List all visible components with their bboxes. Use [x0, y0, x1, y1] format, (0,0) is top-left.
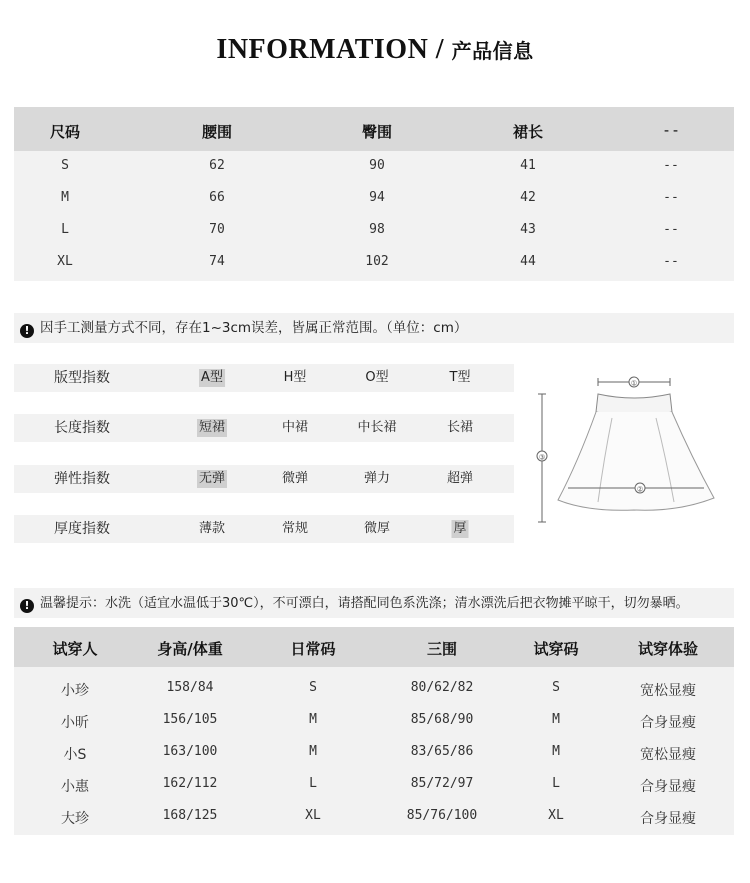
size-table-cell: 66: [209, 190, 225, 205]
index-option-selected: 厚: [453, 521, 467, 536]
tryon-header-cell: 试穿码: [533, 640, 579, 658]
size-table-cell: L: [61, 222, 69, 237]
care-note-text: 温馨提示：水洗（适宜水温低于30℃），不可漂白，请搭配同色系洗涤；清水漂洗后把衣物摊平晾干，切勿暴晒。: [40, 596, 689, 611]
tryon-table-cell: 宽松显瘦: [640, 683, 696, 699]
size-table-cell: --: [663, 222, 679, 237]
index-option: T型: [449, 370, 471, 385]
tryon-header-cell: 三围: [426, 640, 458, 658]
title-separator: /: [428, 34, 452, 65]
size-table-cell: 43: [520, 222, 536, 237]
index-label: 版型指数: [54, 370, 110, 386]
tryon-table-cell: 小S: [63, 747, 87, 763]
tryon-table-cell: 85/72/97: [410, 776, 474, 791]
index-label: 长度指数: [54, 420, 110, 436]
size-table-cell: S: [61, 158, 69, 173]
tryon-table-cell: 合身显瘦: [640, 779, 696, 795]
tryon-table-header: [14, 627, 734, 667]
tryon-table-cell: 宽松显瘦: [640, 747, 696, 763]
tryon-header-cell: 身高/体重: [157, 640, 223, 658]
index-option: O型: [365, 370, 389, 385]
diagram-label-3: ③: [538, 453, 546, 462]
title-cn: 产品信息: [451, 39, 534, 63]
skirt-diagram: [528, 362, 734, 532]
index-row: [14, 414, 514, 442]
tryon-table-cell: 小珍: [61, 683, 89, 699]
tryon-table-cell: 大珍: [61, 811, 89, 827]
tryon-table-cell: XL: [548, 808, 564, 823]
tryon-table-cell: 85/68/90: [410, 712, 474, 727]
index-row: [14, 515, 514, 543]
size-table-cell: 94: [369, 190, 385, 205]
exclamation-icon: !: [20, 324, 34, 338]
care-note: [14, 588, 734, 618]
index-option: 中长裙: [357, 420, 397, 435]
index-row: [14, 364, 514, 392]
measurement-note: [14, 313, 734, 343]
tryon-table-cell: 158/84: [166, 680, 214, 695]
index-option: 弹力: [363, 471, 391, 486]
size-table-cell: 102: [365, 254, 389, 269]
tryon-table-cell: 156/105: [162, 712, 218, 727]
tryon-table-cell: M: [309, 744, 317, 759]
tryon-table-cell: S: [309, 680, 317, 695]
index-label: 厚度指数: [54, 521, 110, 537]
tryon-table-cell: 80/62/82: [410, 680, 474, 695]
size-table-cell: 70: [209, 222, 225, 237]
index-option: 薄款: [198, 521, 226, 536]
tryon-table-cell: 小惠: [61, 779, 89, 795]
size-table-cell: XL: [57, 254, 73, 269]
tryon-table-cell: 162/112: [162, 776, 218, 791]
index-option: 微厚: [363, 521, 391, 536]
index-label: 弹性指数: [54, 471, 110, 487]
size-table-cell: 42: [520, 190, 536, 205]
tryon-table-cell: L: [309, 776, 317, 791]
index-option: 常规: [281, 521, 309, 536]
measurement-note-text: 因手工测量方式不同，存在1~3cm误差，皆属正常范围。（单位：cm）: [40, 320, 468, 336]
page-title: [0, 34, 750, 66]
index-option: 中裙: [281, 420, 309, 435]
tryon-table-body: [14, 667, 734, 835]
tryon-table-cell: S: [552, 680, 560, 695]
tryon-table-cell: L: [552, 776, 560, 791]
index-option: H型: [283, 370, 307, 385]
tryon-table-cell: 85/76/100: [406, 808, 478, 823]
size-header-cell: 臀围: [361, 123, 393, 141]
tryon-table-cell: 合身显瘦: [640, 715, 696, 731]
size-table-cell: --: [663, 158, 679, 173]
index-option: 微弹: [281, 471, 309, 486]
tryon-header-cell: 日常码: [290, 640, 336, 658]
tryon-table-cell: 小昕: [61, 715, 89, 731]
tryon-table-cell: 合身显瘦: [640, 811, 696, 827]
size-table-cell: 44: [520, 254, 536, 269]
size-table-cell: 90: [369, 158, 385, 173]
tryon-table-cell: M: [552, 744, 560, 759]
diagram-label-2: ②: [636, 485, 644, 494]
size-header-cell: 腰围: [201, 123, 233, 141]
tryon-header-cell: 试穿体验: [637, 640, 699, 658]
diagram-label-1: ①: [630, 379, 638, 388]
tryon-header-cell: 试穿人: [52, 640, 98, 658]
size-header-cell: 裙长: [512, 123, 544, 141]
size-table-cell: --: [663, 190, 679, 205]
tryon-table-cell: 83/65/86: [410, 744, 474, 759]
size-table-cell: 98: [369, 222, 385, 237]
size-header-cell: --: [661, 121, 681, 139]
size-table-cell: 41: [520, 158, 536, 173]
index-option: 超弹: [446, 471, 474, 486]
size-table-cell: --: [663, 254, 679, 269]
tryon-table-cell: 163/100: [162, 744, 218, 759]
size-header-cell: 尺码: [49, 123, 81, 141]
index-option-selected: 短裙: [198, 420, 226, 435]
tryon-table-cell: XL: [305, 808, 321, 823]
title-en: INFORMATION: [216, 34, 429, 65]
tryon-table-cell: M: [552, 712, 560, 727]
size-table-cell: M: [61, 190, 69, 205]
tryon-table-cell: M: [309, 712, 317, 727]
index-option-selected: 无弹: [198, 471, 226, 486]
size-table-cell: 74: [209, 254, 225, 269]
size-table-cell: 62: [209, 158, 225, 173]
exclamation-icon: !: [20, 599, 34, 613]
tryon-table-cell: 168/125: [162, 808, 218, 823]
index-option-selected: A型: [201, 370, 223, 385]
index-row: [14, 465, 514, 493]
index-option: 长裙: [446, 420, 474, 435]
